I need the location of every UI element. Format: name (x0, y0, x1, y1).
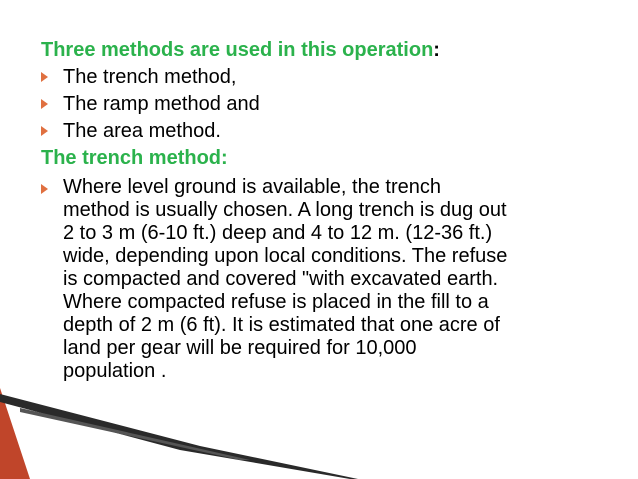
trench-method-paragraph-item (41, 176, 611, 383)
triangle-bullet-icon (41, 99, 48, 109)
trench-method-paragraph: Where level ground is available, the trench method is usually chosen. A long trench is dug out 2 to 3 m (6-10 ft.) deep and 4 to 12 m. (12-36 ft.) wide, depending upon local conditions. The refuse is compacted and covered "with excavated earth. Where compacted refuse is placed in the fill to a depth of 2 m (6 ft). It is estimated that one acre of land per gear will be required for 10,000 population . (63, 176, 508, 382)
triangle-bullet-icon (41, 72, 48, 82)
method-item-label: The trench method, (63, 66, 237, 88)
slide-decoration (0, 388, 360, 479)
section-heading: The trench method: (41, 147, 228, 169)
triangle-bullet-icon (41, 126, 48, 136)
main-heading-line (41, 37, 611, 64)
method-item-ramp (41, 91, 611, 118)
method-item-label: The area method. (63, 120, 221, 142)
method-item-area (41, 118, 611, 145)
triangle-bullet-icon (41, 184, 48, 194)
main-heading: Three methods are used in this operation (41, 39, 434, 61)
method-item-label: The ramp method and (63, 93, 260, 115)
main-heading-colon: : (433, 39, 440, 61)
decor-dark-swoosh (0, 394, 358, 479)
slide-content (41, 37, 611, 383)
method-item-trench (41, 64, 611, 91)
